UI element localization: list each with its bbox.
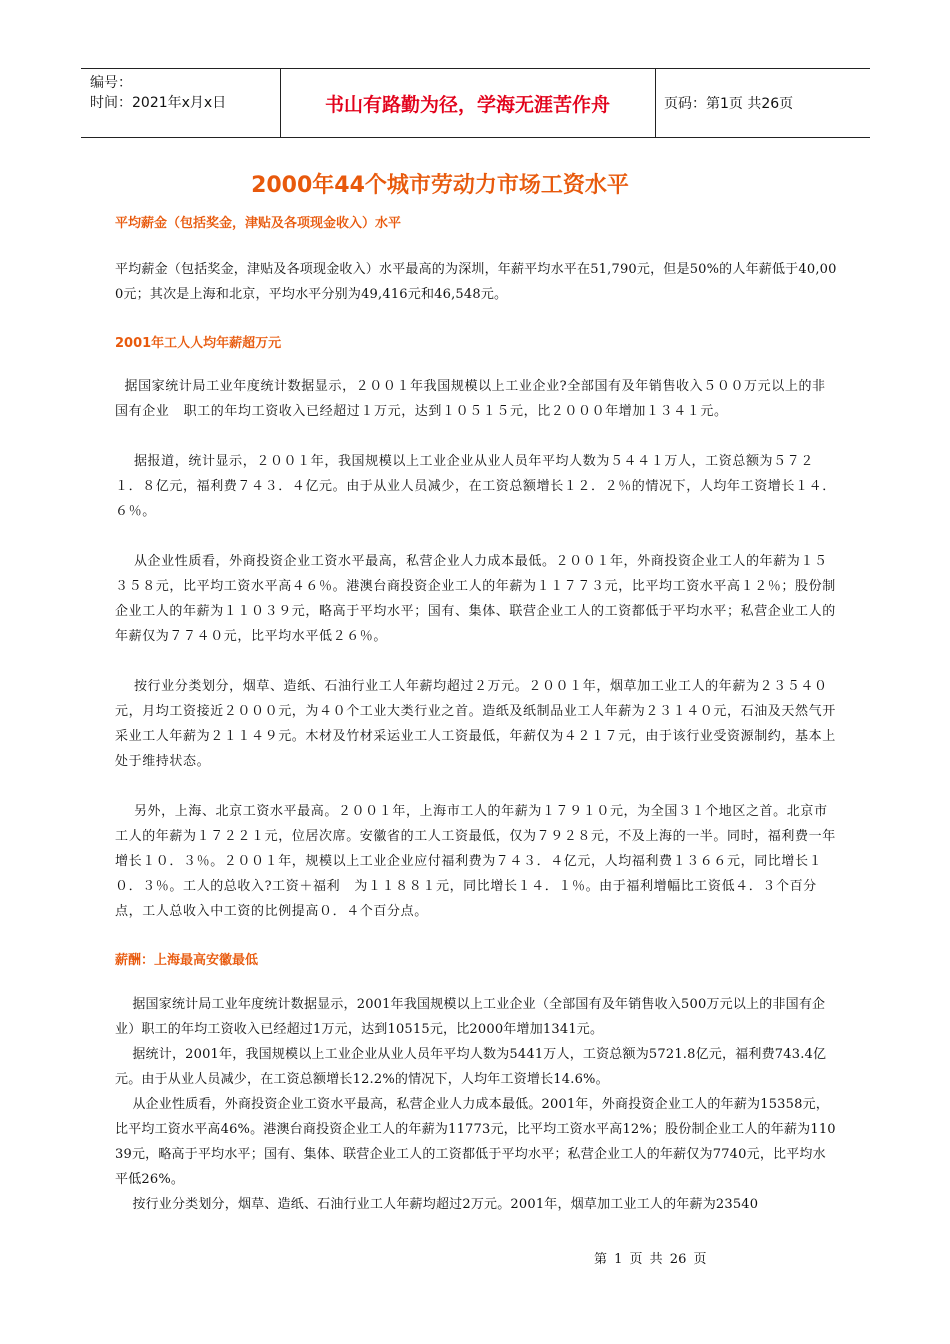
paragraph: 平均薪金（包括奖金，津贴及各项现金收入）水平最高的为深圳，年薪平均水平在51,790元，但是50%的人年薪低于40,000元；其次是上海和北京，平均水平分别为49,416元和46,548元。: [115, 262, 837, 302]
paragraph: 据统计，2001年，我国规模以上工业企业从业人员年平均人数为5441万人，工资总额为5721.8亿元，福利费743.4亿元。由于从业人员减少，在工资总额增长12.2%的情况下，人均年工资增长14.6%。: [115, 1047, 827, 1087]
time-label: 时间：2021年x月x日: [90, 95, 227, 111]
paragraph: 从企业性质看，外商投资企业工资水平最高，私营企业人力成本最低。2001年，外商投资企业工人的年薪为15358元，比平均工资水平高46%。港澳台商投资企业工人的年薪为11773元，比平均工资水平高12%；股份制企业工人的年薪为11039元，略高于平均水平；国有、集体、联营企业工人的工资都低于平均水平；私营企业工人的年薪仅为7740元，比平均水平低26%。: [115, 1097, 836, 1187]
paragraph: 另外，上海、北京工资水平最高。２００１年，上海市工人的年薪为１７９１０元，为全国３１个地区之首。北京市工人的年薪为１７２２１元，位居次席。安徽省的工人工资最低，仅为７９２８元，不及上海的一半。同时，福利费一年增长１０．３％。２００１年，规模以上工业企业应付福利费为７４３．４亿元，人均福利费１３６６元，同比增长１０．３％。工人的总收入?工资＋福利 为１１８８１元，同比增长１４．１％。由于福利增幅比工资低４．３个百分点，工人总收入中工资的比例提高０．４个百分点。: [115, 804, 836, 919]
header-table: [81, 68, 870, 138]
page-footer: 第 1 页 共 26 页: [594, 1252, 707, 1267]
section-heading: 平均薪金（包括奖金，津贴及各项现金收入）水平: [115, 216, 402, 231]
section-heading: 2001年工人人均年薪超万元: [115, 336, 282, 351]
paragraph: 据报道，统计显示，２００１年，我国规模以上工业企业从业人员年平均人数为５４４１万人，工资总额为５７２１．８亿元，福利费７４３．４亿元。由于从业人员减少，在工资总额增长１２．２％的情况下，人均年工资增长１４．６％。: [115, 454, 836, 519]
section-heading: 薪酬：上海最高安徽最低: [115, 953, 259, 968]
paragraph: 据国家统计局工业年度统计数据显示，２００１年我国规模以上工业企业?全部国有及年销售收入５００万元以上的非国有企业 职工的年均工资收入已经超过１万元，达到１０５１５元，比２０００年增加１３４１元。: [115, 379, 826, 419]
number-label: 编号：: [90, 75, 132, 91]
document-title: 2000年44个城市劳动力市场工资水平: [251, 173, 629, 198]
header-meta: [90, 73, 226, 113]
header-motto: 书山有路勤为径，学海无涯苦作舟: [324, 93, 610, 116]
header-divider: [655, 69, 656, 137]
paragraph: 据国家统计局工业年度统计数据显示，2001年我国规模以上工业企业（全部国有及年销售收入500万元以上的非国有企业）职工的年均工资收入已经超过1万元，达到10515元，比2000年增加1341元。: [115, 997, 826, 1037]
paragraph: 按行业分类划分，烟草、造纸、石油行业工人年薪均超过２万元。２００１年，烟草加工业工人的年薪为２３５４０元，月均工资接近２０００元，为４０个工业大类行业之首。造纸及纸制品业工人年薪为２３１４０元，石油及天然气开采业工人年薪为２１１４９元。木材及竹材采运业工人工资最低，年薪仅为４２１７元，由于该行业受资源制约，基本上处于维持状态。: [115, 679, 836, 769]
paragraph: 按行业分类划分，烟草、造纸、石油行业工人年薪均超过2万元。2001年，烟草加工业工人的年薪为23540: [115, 1197, 759, 1212]
header-page-info: 页码：第1页 共26页: [664, 96, 794, 112]
paragraph: 从企业性质看，外商投资企业工资水平最高，私营企业人力成本最低。２００１年，外商投资企业工人的年薪为１５３５８元，比平均工资水平高４６％。港澳台商投资企业工人的年薪为１１７７３元，比平均工资水平高１２％；股份制企业工人的年薪为１１０３９元，略高于平均水平；国有、集体、联营企业工人的工资都低于平均水平；私营企业工人的年薪仅为７７４０元，比平均水平低２６％。: [115, 554, 836, 644]
